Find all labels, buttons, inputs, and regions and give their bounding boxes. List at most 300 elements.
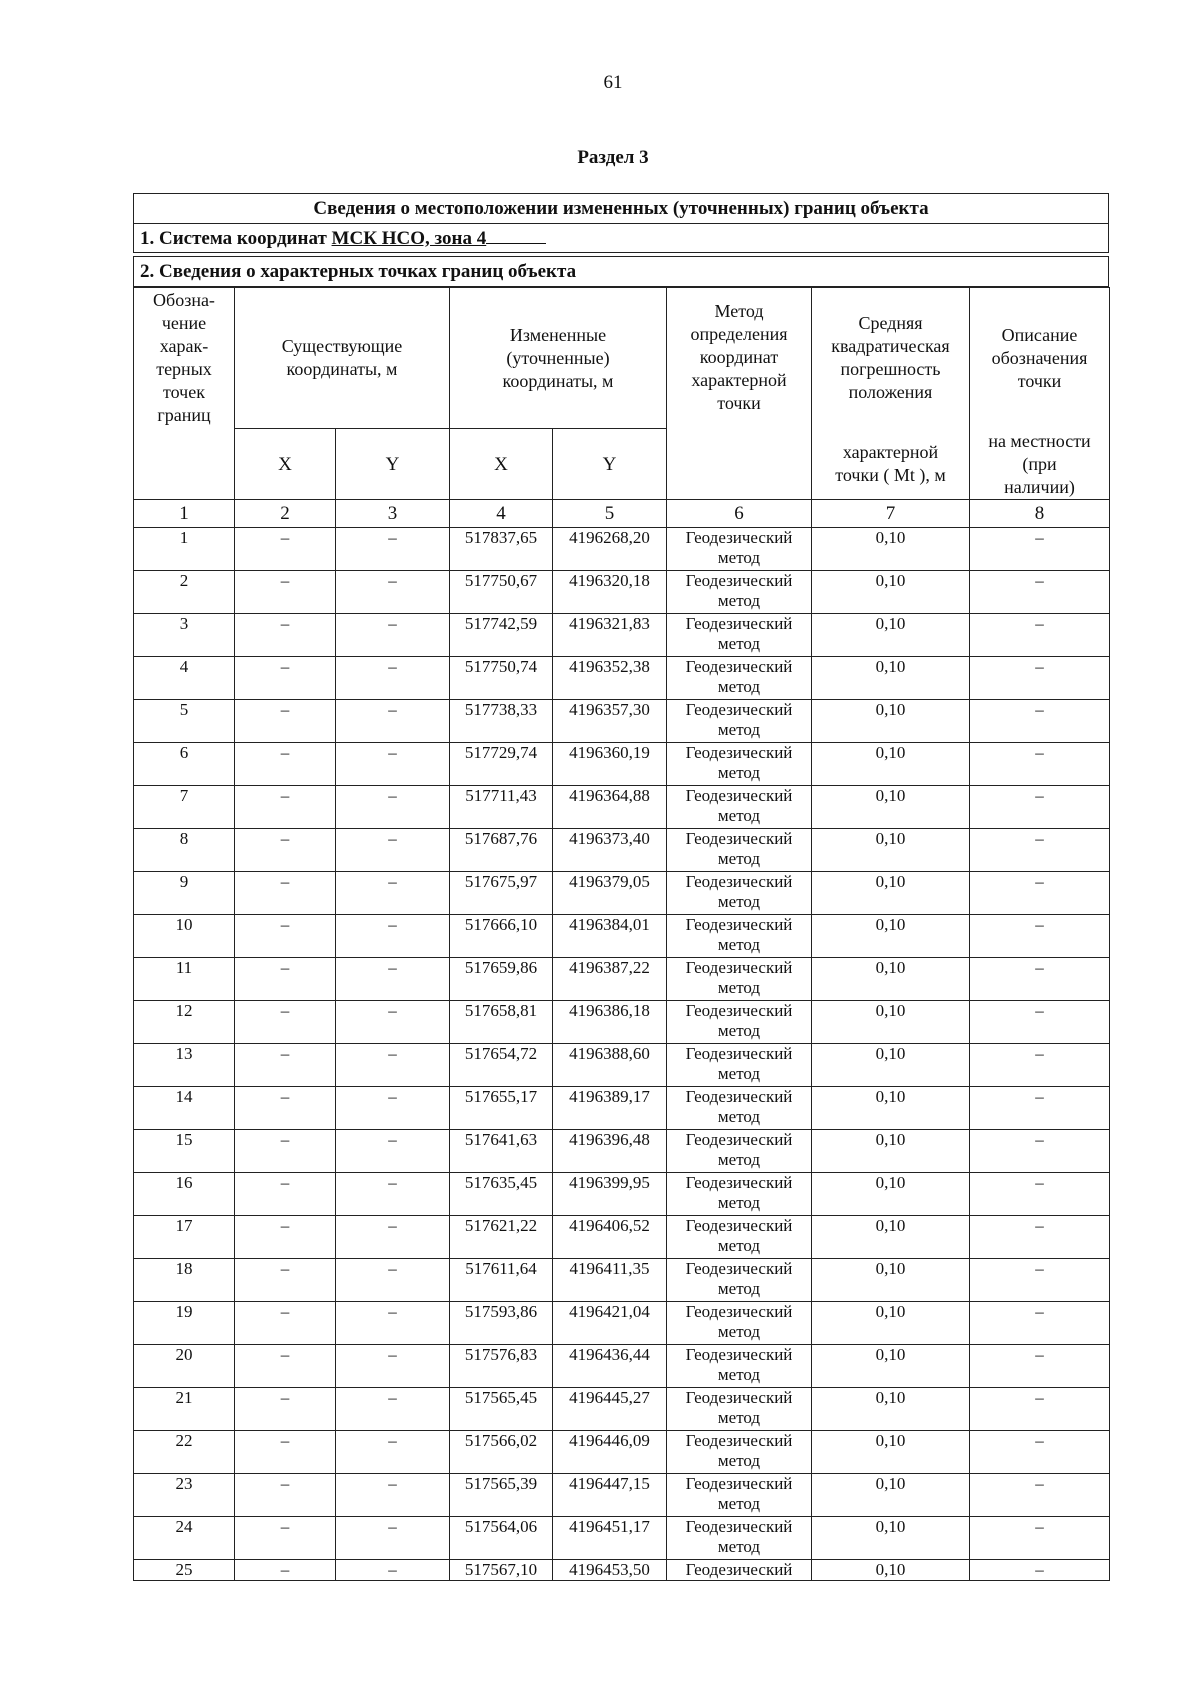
cell-existing-x: – (235, 1044, 336, 1087)
cell-method (667, 1173, 812, 1216)
cell-changed-y: 4196399,95 (553, 1173, 667, 1216)
cell-error-mt: 0,10 (812, 700, 970, 743)
cell-error-mt: 0,10 (812, 1130, 970, 1173)
cell-description: – (970, 1517, 1110, 1560)
cell-existing-y: – (336, 1517, 450, 1560)
cell-error-mt: 0,10 (812, 743, 970, 786)
cell-description: – (970, 786, 1110, 829)
cell-existing-x: – (235, 1345, 336, 1388)
method-line-2: метод (717, 1494, 761, 1513)
method-line-1: Геодезический (685, 1431, 793, 1450)
cell-changed-x: 517738,33 (450, 700, 553, 743)
cell-point-number: 6 (134, 743, 235, 786)
cell-method (667, 872, 812, 915)
cell-existing-y: – (336, 571, 450, 614)
cell-description: – (970, 1474, 1110, 1517)
cell-description: – (970, 1216, 1110, 1259)
method-line-1: Геодезический (685, 1001, 793, 1020)
cell-method (667, 614, 812, 657)
table-row (134, 1302, 1110, 1345)
cell-description: – (970, 1345, 1110, 1388)
method-line-2: метод (717, 978, 761, 997)
method-line-2: метод (717, 720, 761, 739)
method-line-1: Геодезический (685, 571, 793, 590)
header-desc-bottom: на местности (при наличии) (970, 429, 1110, 500)
cell-changed-y: 4196321,83 (553, 614, 667, 657)
cell-error-mt: 0,10 (812, 1259, 970, 1302)
cell-existing-y: – (336, 1474, 450, 1517)
cell-error-mt: 0,10 (812, 915, 970, 958)
header-existing: Существующие координаты, м (235, 288, 450, 429)
cell-existing-y: – (336, 1345, 450, 1388)
cell-changed-x: 517567,10 (450, 1560, 553, 1581)
cell-error-mt: 0,10 (812, 1216, 970, 1259)
table-row (134, 915, 1110, 958)
cell-existing-y: – (336, 1216, 450, 1259)
table-row (134, 1001, 1110, 1044)
table-row (134, 872, 1110, 915)
cell-changed-y: 4196389,17 (553, 1087, 667, 1130)
cell-changed-x: 517566,02 (450, 1431, 553, 1474)
cell-point-number: 9 (134, 872, 235, 915)
cell-error-mt: 0,10 (812, 958, 970, 1001)
cell-changed-y: 4196352,38 (553, 657, 667, 700)
cell-existing-x: – (235, 1302, 336, 1345)
header-desc-top: Описание обозначения точки (970, 288, 1110, 429)
cell-changed-x: 517635,45 (450, 1173, 553, 1216)
cell-existing-y: – (336, 528, 450, 571)
method-line-1: Геодезический (685, 657, 793, 676)
cell-existing-x: – (235, 1216, 336, 1259)
method-line-1: Геодезический (685, 1302, 793, 1321)
table-row (134, 528, 1110, 571)
cell-existing-y: – (336, 1560, 450, 1581)
method-line-2: метод (717, 548, 761, 567)
method-line-1: Геодезический (685, 614, 793, 633)
cell-changed-x: 517729,74 (450, 743, 553, 786)
cell-error-mt: 0,10 (812, 829, 970, 872)
cell-changed-x: 517750,67 (450, 571, 553, 614)
cell-description: – (970, 1388, 1110, 1431)
cell-changed-y: 4196453,50 (553, 1560, 667, 1581)
section-title: Раздел 3 (577, 147, 649, 168)
table-row (134, 657, 1110, 700)
cell-changed-y: 4196445,27 (553, 1388, 667, 1431)
cell-existing-x: – (235, 614, 336, 657)
cell-description: – (970, 700, 1110, 743)
method-line-2: метод (717, 1279, 761, 1298)
cell-changed-y: 4196268,20 (553, 528, 667, 571)
method-line-2: метод (717, 677, 761, 696)
method-line-1: Геодезический (685, 743, 793, 762)
cell-existing-x: – (235, 1388, 336, 1431)
method-line-1: Геодезический (685, 528, 793, 547)
method-line-2: метод (717, 1064, 761, 1083)
cell-error-mt: 0,10 (812, 1560, 970, 1581)
cell-point-number: 21 (134, 1388, 235, 1431)
header-existing-y: Y (336, 429, 450, 500)
cell-error-mt: 0,10 (812, 614, 970, 657)
method-line-2: метод (717, 935, 761, 954)
cell-description: – (970, 1302, 1110, 1345)
cell-changed-y: 4196364,88 (553, 786, 667, 829)
cell-existing-y: – (336, 1259, 450, 1302)
cell-error-mt: 0,10 (812, 1345, 970, 1388)
fill-underline (486, 225, 546, 244)
cell-changed-x: 517565,45 (450, 1388, 553, 1431)
method-line-1: Геодезический (685, 1173, 793, 1192)
cell-changed-x: 517666,10 (450, 915, 553, 958)
header-changed-x: X (450, 429, 553, 500)
method-line-2: метод (717, 1193, 761, 1212)
cell-changed-x: 517641,63 (450, 1130, 553, 1173)
cell-existing-y: – (336, 1087, 450, 1130)
cell-method (667, 1001, 812, 1044)
header-error-bottom: характерной точки ( Mt ), м (812, 429, 970, 500)
cell-error-mt: 0,10 (812, 571, 970, 614)
cell-error-mt: 0,10 (812, 1474, 970, 1517)
cell-existing-y: – (336, 743, 450, 786)
table-row (134, 1474, 1110, 1517)
block-title: Сведения о местоположении измененных (уточненных) границ объекта (313, 198, 929, 219)
method-line-1: Геодезический (685, 958, 793, 977)
header-existing-x: X (235, 429, 336, 500)
cell-point-number: 5 (134, 700, 235, 743)
method-line-2: метод (717, 892, 761, 911)
table-row (134, 1388, 1110, 1431)
cell-point-number: 4 (134, 657, 235, 700)
cell-description: – (970, 1001, 1110, 1044)
cell-description: – (970, 872, 1110, 915)
cell-error-mt: 0,10 (812, 1087, 970, 1130)
cell-method (667, 1216, 812, 1259)
table-row (134, 571, 1110, 614)
table-row (134, 1130, 1110, 1173)
table-row (134, 1560, 1110, 1581)
cell-changed-x: 517659,86 (450, 958, 553, 1001)
method-line-1: Геодезический (685, 829, 793, 848)
points-table (133, 287, 1110, 1581)
cell-point-number: 7 (134, 786, 235, 829)
cell-method (667, 1388, 812, 1431)
column-number: 5 (553, 500, 667, 528)
cell-method (667, 1431, 812, 1474)
cell-changed-x: 517565,39 (450, 1474, 553, 1517)
method-line-2: метод (717, 1150, 761, 1169)
table-row (134, 614, 1110, 657)
cell-existing-x: – (235, 700, 336, 743)
cell-changed-y: 4196373,40 (553, 829, 667, 872)
method-line-2: метод (717, 591, 761, 610)
column-number: 4 (450, 500, 553, 528)
cell-changed-x: 517837,65 (450, 528, 553, 571)
table-row (134, 1173, 1110, 1216)
cell-description: – (970, 528, 1110, 571)
method-line-1: Геодезический (685, 1560, 793, 1579)
header-changed: Измененные (уточненные) координаты, м (450, 288, 667, 429)
cell-changed-x: 517611,64 (450, 1259, 553, 1302)
column-number: 2 (235, 500, 336, 528)
cell-description: – (970, 614, 1110, 657)
table-row (134, 1345, 1110, 1388)
cell-point-number: 18 (134, 1259, 235, 1302)
cell-method (667, 829, 812, 872)
cell-method (667, 1259, 812, 1302)
cell-method (667, 571, 812, 614)
cell-method (667, 700, 812, 743)
cell-error-mt: 0,10 (812, 1388, 970, 1431)
cell-existing-x: – (235, 829, 336, 872)
cell-changed-y: 4196387,22 (553, 958, 667, 1001)
cell-point-number: 1 (134, 528, 235, 571)
cell-existing-x: – (235, 1560, 336, 1581)
cell-method (667, 1345, 812, 1388)
method-line-1: Геодезический (685, 1517, 793, 1536)
table-row (134, 1517, 1110, 1560)
table-row (134, 829, 1110, 872)
cell-error-mt: 0,10 (812, 528, 970, 571)
cell-existing-y: – (336, 1388, 450, 1431)
cell-existing-x: – (235, 1087, 336, 1130)
method-line-1: Геодезический (685, 915, 793, 934)
cell-method (667, 657, 812, 700)
cell-existing-y: – (336, 958, 450, 1001)
method-line-2: метод (717, 763, 761, 782)
cell-existing-y: – (336, 1044, 450, 1087)
cell-description: – (970, 915, 1110, 958)
header-error-top: Средняя квадратическая погрешность положения (812, 288, 970, 429)
cell-point-number: 10 (134, 915, 235, 958)
table-row (134, 958, 1110, 1001)
cell-description: – (970, 571, 1110, 614)
method-line-1: Геодезический (685, 1130, 793, 1149)
cell-changed-y: 4196384,01 (553, 915, 667, 958)
cell-point-number: 3 (134, 614, 235, 657)
cell-changed-x: 517654,72 (450, 1044, 553, 1087)
cell-changed-y: 4196386,18 (553, 1001, 667, 1044)
cell-point-number: 16 (134, 1173, 235, 1216)
method-line-2: метод (717, 1021, 761, 1040)
coord-system-row (134, 223, 1108, 252)
cell-error-mt: 0,10 (812, 1431, 970, 1474)
cell-changed-x: 517564,06 (450, 1517, 553, 1560)
cell-existing-x: – (235, 1001, 336, 1044)
cell-point-number: 24 (134, 1517, 235, 1560)
cell-changed-y: 4196406,52 (553, 1216, 667, 1259)
cell-existing-x: – (235, 1431, 336, 1474)
method-line-1: Геодезический (685, 1474, 793, 1493)
cell-changed-y: 4196357,30 (553, 700, 667, 743)
cell-existing-x: – (235, 1474, 336, 1517)
cell-description: – (970, 1173, 1110, 1216)
table-row (134, 1216, 1110, 1259)
cell-existing-x: – (235, 743, 336, 786)
cell-existing-x: – (235, 872, 336, 915)
table-row (134, 700, 1110, 743)
cell-description: – (970, 1560, 1110, 1581)
cell-method (667, 1044, 812, 1087)
column-number: 3 (336, 500, 450, 528)
cell-method (667, 786, 812, 829)
header-changed-y: Y (553, 429, 667, 500)
cell-error-mt: 0,10 (812, 786, 970, 829)
cell-point-number: 25 (134, 1560, 235, 1581)
cell-existing-y: – (336, 829, 450, 872)
cell-changed-y: 4196411,35 (553, 1259, 667, 1302)
cell-changed-x: 517750,74 (450, 657, 553, 700)
table-row (134, 1259, 1110, 1302)
cell-changed-y: 4196320,18 (553, 571, 667, 614)
method-line-1: Геодезический (685, 1087, 793, 1106)
cell-error-mt: 0,10 (812, 1044, 970, 1087)
cell-existing-y: – (336, 614, 450, 657)
method-line-1: Геодезический (685, 1345, 793, 1364)
cell-existing-x: – (235, 657, 336, 700)
cell-point-number: 20 (134, 1345, 235, 1388)
column-numbers-row (134, 500, 1110, 528)
cell-point-number: 19 (134, 1302, 235, 1345)
cell-changed-x: 517655,17 (450, 1087, 553, 1130)
block-header (133, 193, 1109, 253)
cell-changed-y: 4196446,09 (553, 1431, 667, 1474)
method-line-1: Геодезический (685, 700, 793, 719)
method-line-1: Геодезический (685, 872, 793, 891)
method-line-2: метод (717, 1322, 761, 1341)
cell-point-number: 8 (134, 829, 235, 872)
cell-existing-x: – (235, 571, 336, 614)
cell-description: – (970, 1431, 1110, 1474)
cell-point-number: 12 (134, 1001, 235, 1044)
cell-existing-y: – (336, 786, 450, 829)
cell-existing-x: – (235, 1517, 336, 1560)
cell-existing-x: – (235, 1259, 336, 1302)
cell-existing-x: – (235, 958, 336, 1001)
cell-changed-x: 517593,86 (450, 1302, 553, 1345)
cell-method (667, 1130, 812, 1173)
cell-method (667, 958, 812, 1001)
cell-point-number: 23 (134, 1474, 235, 1517)
coord-system-label: 1. Система координат (140, 228, 327, 249)
method-line-1: Геодезический (685, 786, 793, 805)
cell-method (667, 1087, 812, 1130)
cell-changed-x: 517687,76 (450, 829, 553, 872)
cell-changed-x: 517675,97 (450, 872, 553, 915)
cell-changed-x: 517576,83 (450, 1345, 553, 1388)
cell-changed-x: 517621,22 (450, 1216, 553, 1259)
cell-method (667, 1474, 812, 1517)
cell-error-mt: 0,10 (812, 1001, 970, 1044)
cell-existing-y: – (336, 872, 450, 915)
cell-existing-y: – (336, 915, 450, 958)
cell-changed-y: 4196360,19 (553, 743, 667, 786)
cell-point-number: 22 (134, 1431, 235, 1474)
column-number: 7 (812, 500, 970, 528)
cell-error-mt: 0,10 (812, 872, 970, 915)
cell-description: – (970, 1044, 1110, 1087)
method-line-2: метод (717, 1236, 761, 1255)
cell-existing-x: – (235, 528, 336, 571)
cell-existing-x: – (235, 786, 336, 829)
method-line-1: Геодезический (685, 1044, 793, 1063)
cell-existing-x: – (235, 915, 336, 958)
cell-existing-y: – (336, 1001, 450, 1044)
cell-changed-y: 4196451,17 (553, 1517, 667, 1560)
cell-error-mt: 0,10 (812, 1173, 970, 1216)
cell-changed-y: 4196421,04 (553, 1302, 667, 1345)
cell-existing-y: – (336, 1431, 450, 1474)
method-line-2: метод (717, 634, 761, 653)
method-line-2: метод (717, 1365, 761, 1384)
method-line-2: метод (717, 849, 761, 868)
method-line-2: метод (717, 1408, 761, 1427)
cell-existing-x: – (235, 1173, 336, 1216)
cell-existing-y: – (336, 1130, 450, 1173)
cell-description: – (970, 1087, 1110, 1130)
cell-changed-y: 4196388,60 (553, 1044, 667, 1087)
method-line-1: Геодезический (685, 1388, 793, 1407)
cell-method (667, 743, 812, 786)
method-line-2: метод (717, 806, 761, 825)
cell-point-number: 13 (134, 1044, 235, 1087)
coord-system-value: МСК НСО, зона 4 (331, 228, 487, 249)
header-designation: Обозна- чение харак- терных точек границ (134, 288, 235, 500)
cell-point-number: 15 (134, 1130, 235, 1173)
cell-existing-y: – (336, 700, 450, 743)
cell-changed-y: 4196379,05 (553, 872, 667, 915)
cell-changed-y: 4196396,48 (553, 1130, 667, 1173)
cell-method (667, 915, 812, 958)
cell-existing-y: – (336, 657, 450, 700)
cell-point-number: 11 (134, 958, 235, 1001)
cell-description: – (970, 958, 1110, 1001)
cell-method (667, 1560, 812, 1581)
points-header (133, 256, 1109, 287)
cell-description: – (970, 1130, 1110, 1173)
cell-error-mt: 0,10 (812, 1517, 970, 1560)
points-title: 2. Сведения о характерных точках границ объекта (140, 261, 577, 282)
cell-changed-x: 517658,81 (450, 1001, 553, 1044)
cell-changed-y: 4196447,15 (553, 1474, 667, 1517)
cell-point-number: 2 (134, 571, 235, 614)
cell-method (667, 1302, 812, 1345)
cell-existing-x: – (235, 1130, 336, 1173)
cell-point-number: 17 (134, 1216, 235, 1259)
column-number: 8 (970, 500, 1110, 528)
column-number: 1 (134, 500, 235, 528)
cell-error-mt: 0,10 (812, 657, 970, 700)
cell-existing-y: – (336, 1302, 450, 1345)
method-line-2: метод (717, 1537, 761, 1556)
cell-existing-y: – (336, 1173, 450, 1216)
cell-description: – (970, 1259, 1110, 1302)
method-line-2: метод (717, 1107, 761, 1126)
cell-point-number: 14 (134, 1087, 235, 1130)
page-number: 61 (603, 72, 623, 93)
cell-changed-x: 517711,43 (450, 786, 553, 829)
cell-description: – (970, 829, 1110, 872)
header-method: Метод определения координат характерной точки (667, 288, 812, 500)
table-row (134, 786, 1110, 829)
cell-description: – (970, 657, 1110, 700)
cell-changed-x: 517742,59 (450, 614, 553, 657)
cell-changed-y: 4196436,44 (553, 1345, 667, 1388)
cell-description: – (970, 743, 1110, 786)
method-line-1: Геодезический (685, 1259, 793, 1278)
cell-method (667, 1517, 812, 1560)
method-line-1: Геодезический (685, 1216, 793, 1235)
cell-error-mt: 0,10 (812, 1302, 970, 1345)
table-row (134, 743, 1110, 786)
